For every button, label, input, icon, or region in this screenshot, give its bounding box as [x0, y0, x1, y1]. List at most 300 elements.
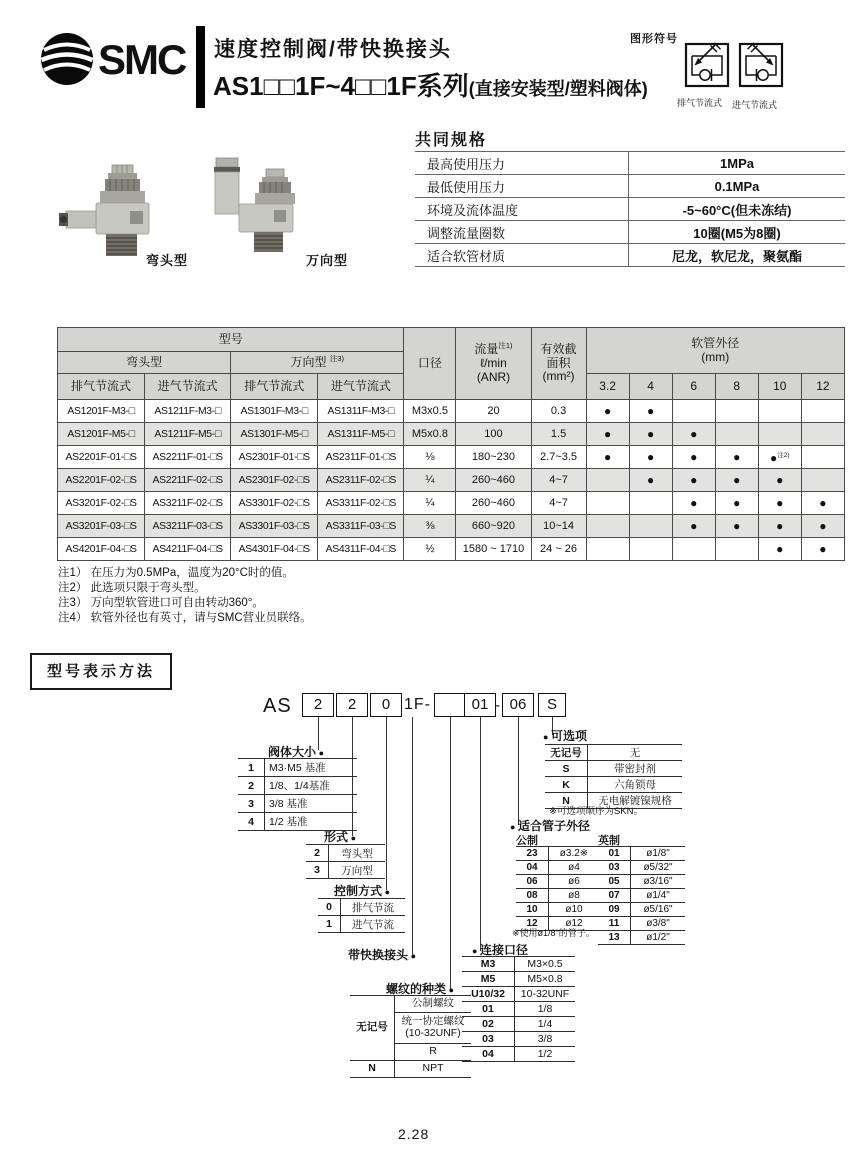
size-code: 3: [238, 795, 265, 813]
model-cell: AS1311F-M3-□: [318, 400, 404, 423]
inch-code: 07: [598, 889, 631, 903]
table-row: [462, 1002, 575, 1017]
model-cell: AS2201F-02-□S: [58, 469, 145, 492]
graphic-symbols-label: 图形符号: [630, 33, 678, 45]
control-method-table: [318, 898, 405, 933]
hose-dot-cell: ●: [629, 400, 672, 423]
model-cell: AS1301F-M5-□: [231, 423, 318, 446]
model-cell: AS2201F-01-□S: [58, 446, 145, 469]
model-cell: AS2211F-02-□S: [145, 469, 231, 492]
inch-code: 03: [598, 861, 631, 875]
hose-dot-cell: [586, 538, 629, 561]
port-code: 02: [462, 1017, 515, 1032]
flow-cell: 260~460: [456, 469, 531, 492]
hose-dot-cell: ●: [586, 423, 629, 446]
inch-od: ø1/4": [631, 889, 686, 903]
flow-cell: 100: [456, 423, 531, 446]
control-desc: 进气节流: [341, 916, 406, 933]
model-blank-box: [434, 693, 466, 717]
model-table-row: [58, 469, 845, 492]
hose-dot-cell: ●: [715, 492, 758, 515]
thread-n-value: NPT: [395, 1061, 472, 1078]
spec-k spec-label: 环境及流体温度: [415, 198, 629, 221]
quick-coupling-label: 带快换接头 ●: [348, 946, 416, 963]
hose-dot-cell: [586, 515, 629, 538]
form-code: 2: [306, 845, 329, 862]
metric-note: ※使用ø1/8"的管子。: [512, 928, 595, 938]
metric-od: ø4: [549, 861, 600, 875]
hose-dot-cell: [629, 538, 672, 561]
hose-size-4: 4: [629, 374, 672, 400]
area-cell: 2.7~3.5: [531, 446, 586, 469]
table-row: [598, 889, 685, 903]
size-code: 1: [238, 759, 265, 777]
hose-dot-cell: [801, 400, 844, 423]
metric-code: 23: [516, 847, 549, 861]
area-cell: 4~7: [531, 492, 586, 515]
inch-code: 01: [598, 847, 631, 861]
area-unit: (mm²): [542, 369, 575, 384]
metric-od: ø3.2※: [549, 847, 600, 861]
model-cell: AS1301F-M3-□: [231, 400, 318, 423]
model-digit-box-1: 2: [302, 693, 334, 717]
hose-dot-cell: ●: [629, 446, 672, 469]
model-cell: AS3311F-02-□S: [318, 492, 404, 515]
control-code: 0: [318, 899, 341, 916]
hose-unit: (mm): [701, 349, 730, 364]
flow-cell: 1580 ~ 1710: [456, 538, 531, 561]
note-line: 注3） 万向型软管进口可自由转动360°。: [58, 597, 264, 609]
size-code: 2: [238, 777, 265, 795]
size-desc: 1/8、1/4基准: [265, 777, 358, 795]
model-cell: AS3301F-02-□S: [231, 492, 318, 515]
metric-label: 公制: [516, 835, 538, 847]
hose-dot-cell: [715, 400, 758, 423]
hose-dot-cell: ●: [672, 492, 715, 515]
option-code: 无记号: [545, 745, 588, 761]
meter-in-flow-symbol-icon: [738, 42, 784, 92]
inch-code: 13: [598, 931, 631, 945]
port-size: M3×0.5: [515, 957, 576, 972]
metric-od: ø10: [549, 903, 600, 917]
col-header-bore: 口径: [404, 328, 456, 400]
model-port-box: 01: [464, 693, 496, 717]
tube-od-label: ● 适合管子外径: [510, 817, 590, 834]
col-header-exhaust-1: 排气节流式: [58, 374, 145, 400]
hose-size-10: 10: [758, 374, 801, 400]
hose-dot-cell: [629, 492, 672, 515]
elbow-type-label: 弯头型: [146, 253, 189, 268]
hose-dot-cell: [586, 492, 629, 515]
connector-line: [450, 717, 451, 989]
hose-dot-cell: ●: [672, 469, 715, 492]
hose-label: 软管外径: [691, 335, 740, 350]
hose-dot-cell: ●: [758, 515, 801, 538]
inch-code: 05: [598, 875, 631, 889]
table-row: [350, 996, 471, 1013]
flow-cell: 260~460: [456, 492, 531, 515]
model-table-row: [58, 492, 845, 515]
control-method-label: 控制方式 ●: [334, 882, 390, 899]
port-size: 1/2: [515, 1047, 576, 1062]
thread-no-symbol: 无记号: [350, 996, 395, 1061]
connector-line: [412, 717, 413, 955]
col-header-model: 型号: [58, 328, 404, 352]
model-cell: AS4211F-04-□S: [145, 538, 231, 561]
model-table-row: [58, 515, 845, 538]
model-selection-table: [57, 327, 845, 561]
port-size: 10-32UNF: [515, 987, 576, 1002]
table-row: [545, 777, 682, 793]
port-size: 1/8: [515, 1002, 576, 1017]
hose-dot-cell: [801, 446, 844, 469]
table-row: [516, 889, 599, 903]
table-row: [598, 903, 685, 917]
metric-code: 12: [516, 917, 549, 931]
option-code: S: [545, 761, 588, 777]
table-row: [462, 1047, 575, 1062]
model-cell: AS2211F-01-□S: [145, 446, 231, 469]
hose-dot-cell: ●: [672, 515, 715, 538]
size-code: 4: [238, 813, 265, 831]
option-code: N: [545, 793, 588, 809]
form-label: 形式 ●: [324, 828, 356, 845]
area-cell: 1.5: [531, 423, 586, 446]
model-tube-box: 06: [502, 693, 534, 717]
model-cell: AS4311F-04-□S: [318, 538, 404, 561]
thread-n-key: N: [350, 1061, 395, 1078]
area-l2: 面积: [546, 355, 571, 370]
table-row: [516, 903, 599, 917]
universal-valve-photo: [204, 156, 308, 268]
form-desc: 弯头型: [329, 845, 386, 862]
bore-cell: M3x0.5: [404, 400, 456, 423]
flow-cell: 180~230: [456, 446, 531, 469]
inch-od: ø3/8": [631, 917, 686, 931]
bore-cell: M5x0.8: [404, 423, 456, 446]
col-header-exhaust-2: 排气节流式: [231, 374, 318, 400]
form-desc: 万向型: [329, 862, 386, 879]
hose-dot-cell: [629, 515, 672, 538]
inch-od: ø3/16": [631, 875, 686, 889]
port-size-label: ● 连接口径: [472, 941, 528, 958]
table-row: [415, 221, 845, 244]
hose-dot-cell: [758, 400, 801, 423]
note-line: 注2） 此选项只限于弯头型。: [58, 582, 206, 594]
port-size-table: [462, 956, 575, 1062]
header-divider-bar: [196, 26, 205, 108]
model-cell: AS3301F-03-□S: [231, 515, 318, 538]
model-cell: AS1201F-M5-□: [58, 423, 145, 446]
table-row: [462, 1017, 575, 1032]
table-row: [462, 1032, 575, 1047]
page-title: 速度控制阀/带快换接头: [214, 38, 452, 61]
model-table-row: [58, 446, 845, 469]
hose-dot-cell: ●$^{注2)}$: [758, 446, 801, 469]
thread-unified: [395, 1013, 472, 1044]
col-header-flow: [456, 328, 531, 400]
hose-dot-cell: ●: [801, 515, 844, 538]
series-title-paren: (直接安装型/塑料阀体): [468, 79, 648, 99]
thread-metric: 公制螺纹: [395, 996, 472, 1013]
page-number: 2.28: [398, 1126, 430, 1142]
meter-out-flow-symbol-icon: [684, 42, 730, 92]
model-cell: AS1211F-M3-□: [145, 400, 231, 423]
hose-dot-cell: ●: [715, 515, 758, 538]
inch-code: 11: [598, 917, 631, 931]
metric-code: 04: [516, 861, 549, 875]
size-desc: 3/8 基准: [265, 795, 358, 813]
connector-line: [518, 717, 519, 825]
hose-dot-cell: ●: [672, 423, 715, 446]
model-cell: AS2301F-02-□S: [231, 469, 318, 492]
port-size: 3/8: [515, 1032, 576, 1047]
hose-dot-cell: ●: [758, 538, 801, 561]
table-row: [545, 745, 682, 761]
model-digit-box-3: 0: [370, 693, 402, 717]
table-row: [545, 761, 682, 777]
port-code: 01: [462, 1002, 515, 1017]
model-cell: AS2301F-01-□S: [231, 446, 318, 469]
metric-tube-table: [516, 846, 599, 931]
options-note: ※可选项顺序为SKN。: [549, 806, 643, 817]
spec-v spec-value: 尼龙，软尼龙，聚氨酯: [629, 244, 846, 267]
universal-label: 万向型: [290, 355, 327, 370]
model-cell: AS4201F-04-□S: [58, 538, 145, 561]
hose-dot-cell: ●: [586, 400, 629, 423]
size-desc: M3·M5 基准: [265, 759, 358, 777]
hose-dot-cell: ●: [801, 538, 844, 561]
table-row: [415, 198, 845, 221]
meter-out-label: 排气节流式: [677, 98, 723, 108]
control-desc: 排气节流: [341, 899, 406, 916]
spec-v spec-value: -5~60°C(但未冻结): [629, 198, 846, 221]
hose-size-6: 6: [672, 374, 715, 400]
smc-globe-icon: [38, 30, 96, 88]
col-header-elbow: 弯头型: [58, 352, 231, 374]
spec-k spec-label: 最低使用压力: [415, 175, 629, 198]
series-title: [213, 66, 648, 103]
model-option-box: S: [538, 693, 566, 717]
table-row: [306, 862, 385, 879]
spec-v spec-value: 10圈(M5为8圈): [629, 221, 846, 244]
model-prefix: AS: [263, 695, 292, 717]
metric-code: 06: [516, 875, 549, 889]
hose-dot-cell: ●: [801, 492, 844, 515]
hose-dot-cell: ●: [715, 446, 758, 469]
option-desc: 带密封剂: [588, 761, 683, 777]
thread-type-table: [350, 995, 471, 1078]
metric-od: ø8: [549, 889, 600, 903]
table-row: [350, 1061, 471, 1078]
port-size: 1/4: [515, 1017, 576, 1032]
universal-type-label: 万向型: [306, 253, 349, 268]
series-title-main: AS1□□1F~4□□1F系列: [213, 71, 469, 101]
table-row: [306, 845, 385, 862]
option-desc: 六角锁母: [588, 777, 683, 793]
table-row: [238, 795, 357, 813]
thread-type-label: 螺纹的种类 ●: [386, 980, 454, 997]
table-row: [598, 875, 685, 889]
col-header-intake-1: 进气节流式: [145, 374, 231, 400]
body-size-table: [238, 758, 357, 831]
flow-label: 流量: [474, 342, 499, 357]
flow-unit: ℓ/min: [480, 356, 507, 371]
connector-line: [480, 717, 481, 951]
option-desc: 无电解镀镍规格: [588, 793, 683, 809]
port-code: M5: [462, 972, 515, 987]
table-row: [415, 175, 845, 198]
metric-od: ø6: [549, 875, 600, 889]
inch-od: ø1/2": [631, 931, 686, 945]
port-code: 03: [462, 1032, 515, 1047]
area-cell: 0.3: [531, 400, 586, 423]
port-code: M3: [462, 957, 515, 972]
common-specs-table: [415, 151, 845, 267]
hose-dot-cell: [672, 400, 715, 423]
control-code: 1: [318, 916, 341, 933]
universal-note-sup: 注3): [329, 354, 345, 364]
hose-dot-cell: [758, 423, 801, 446]
table-row: [318, 899, 405, 916]
inch-od: ø5/16": [631, 903, 686, 917]
footnotes: [58, 566, 312, 626]
bore-cell: ½: [404, 538, 456, 561]
flow-anr: (ANR): [476, 369, 511, 384]
table-row: [238, 759, 357, 777]
model-digit-box-2: 2: [336, 693, 368, 717]
model-table-row: [58, 400, 845, 423]
model-code-separator: -: [495, 697, 500, 714]
model-table-row: [58, 538, 845, 561]
hose-size-8: 8: [715, 374, 758, 400]
brand-logo-text: SMC: [98, 36, 186, 83]
table-row: [462, 972, 575, 987]
flow-note-sup: 注1): [498, 341, 513, 351]
model-cell: AS3211F-02-□S: [145, 492, 231, 515]
thread-unified-l1: 统一协定螺纹: [401, 1015, 465, 1028]
port-code: 04: [462, 1047, 515, 1062]
body-size-label: 阀体大小 ●: [268, 743, 324, 760]
thread-r: R: [395, 1044, 472, 1061]
inch-code: 09: [598, 903, 631, 917]
hose-dot-cell: [715, 423, 758, 446]
note-line: 注1） 在压力为0.5MPa，温度为20°C时的值。: [58, 567, 294, 579]
hose-dot-cell: ●: [758, 469, 801, 492]
thread-unified-l2: (10-32UNF): [405, 1027, 461, 1039]
area-l1: 有效截: [540, 341, 577, 356]
hose-dot-cell: ●: [715, 469, 758, 492]
table-row: [598, 861, 685, 875]
col-header-intake-2: 进气节流式: [318, 374, 404, 400]
inch-label: 英制: [598, 835, 620, 847]
hose-dot-cell: [801, 469, 844, 492]
bore-cell: ⅜: [404, 515, 456, 538]
note-line: 注4） 软管外径也有英寸，请与SMC营业员联络。: [58, 612, 312, 624]
designation-section-title: 型号表示方法: [30, 653, 172, 690]
table-row: [318, 916, 405, 933]
model-cell: AS3311F-03-□S: [318, 515, 404, 538]
form-table: [306, 844, 385, 879]
hose-dot-cell: ●: [629, 423, 672, 446]
bore-cell: ¼: [404, 469, 456, 492]
col-header-area: [531, 328, 586, 400]
dot-note-sup: 注2): [777, 451, 790, 459]
table-row: [462, 987, 575, 1002]
meter-in-label: 进气节流式: [732, 100, 778, 110]
model-cell: AS3211F-03-□S: [145, 515, 231, 538]
spec-k spec-label: 调整流量圈数: [415, 221, 629, 244]
model-table-row: [58, 423, 845, 446]
area-cell: 4~7: [531, 469, 586, 492]
inch-od: ø5/32": [631, 861, 686, 875]
hose-dot-cell: [672, 538, 715, 561]
table-row: [462, 957, 575, 972]
hose-dot-cell: ●: [586, 446, 629, 469]
bore-cell: ⅛: [404, 446, 456, 469]
spec-k spec-label: 适合软管材质: [415, 244, 629, 267]
port-code: U10/32: [462, 987, 515, 1002]
metric-od: ø12: [549, 917, 600, 931]
hose-dot-cell: ●: [672, 446, 715, 469]
model-cell: AS3201F-02-□S: [58, 492, 145, 515]
spec-v spec-value: 0.1MPa: [629, 175, 846, 198]
flow-cell: 660~920: [456, 515, 531, 538]
model-cell: AS1211F-M5-□: [145, 423, 231, 446]
area-cell: 10~14: [531, 515, 586, 538]
hose-dot-cell: ●: [629, 469, 672, 492]
flow-cell: 20: [456, 400, 531, 423]
col-header-hose-od: [586, 328, 844, 374]
area-cell: 24 ~ 26: [531, 538, 586, 561]
hose-dot-cell: [801, 423, 844, 446]
connector-line: [386, 717, 387, 890]
model-cell: AS3201F-03-□S: [58, 515, 145, 538]
model-cell: AS1201F-M3-□: [58, 400, 145, 423]
table-row: [238, 777, 357, 795]
metric-code: 08: [516, 889, 549, 903]
port-size: M5×0.8: [515, 972, 576, 987]
hose-size-3-2: 3.2: [586, 374, 629, 400]
option-desc: 无: [588, 745, 683, 761]
options-label: ● 可选项: [543, 727, 587, 744]
table-row: [415, 244, 845, 267]
hose-size-12: 12: [801, 374, 844, 400]
hose-dot-cell: [586, 469, 629, 492]
table-row: [598, 931, 685, 945]
bore-cell: ¼: [404, 492, 456, 515]
model-cell: AS2311F-02-□S: [318, 469, 404, 492]
model-mid-code: 1F-: [404, 696, 431, 713]
hose-dot-cell: ●: [758, 492, 801, 515]
table-row: [415, 152, 845, 175]
size-desc: 1/2 基准: [265, 813, 358, 831]
table-row: [516, 861, 599, 875]
inch-od: ø1/8": [631, 847, 686, 861]
common-specs-title: 共同规格: [415, 132, 488, 149]
model-cell: AS4301F-04-□S: [231, 538, 318, 561]
table-row: [598, 847, 685, 861]
inch-tube-table: [598, 846, 685, 945]
col-header-universal: [231, 352, 404, 374]
model-cell: AS2311F-01-□S: [318, 446, 404, 469]
model-cell: AS1311F-M5-□: [318, 423, 404, 446]
metric-code: 10: [516, 903, 549, 917]
table-row: [598, 917, 685, 931]
option-code: K: [545, 777, 588, 793]
table-row: [516, 847, 599, 861]
spec-v spec-value: 1MPa: [629, 152, 846, 175]
